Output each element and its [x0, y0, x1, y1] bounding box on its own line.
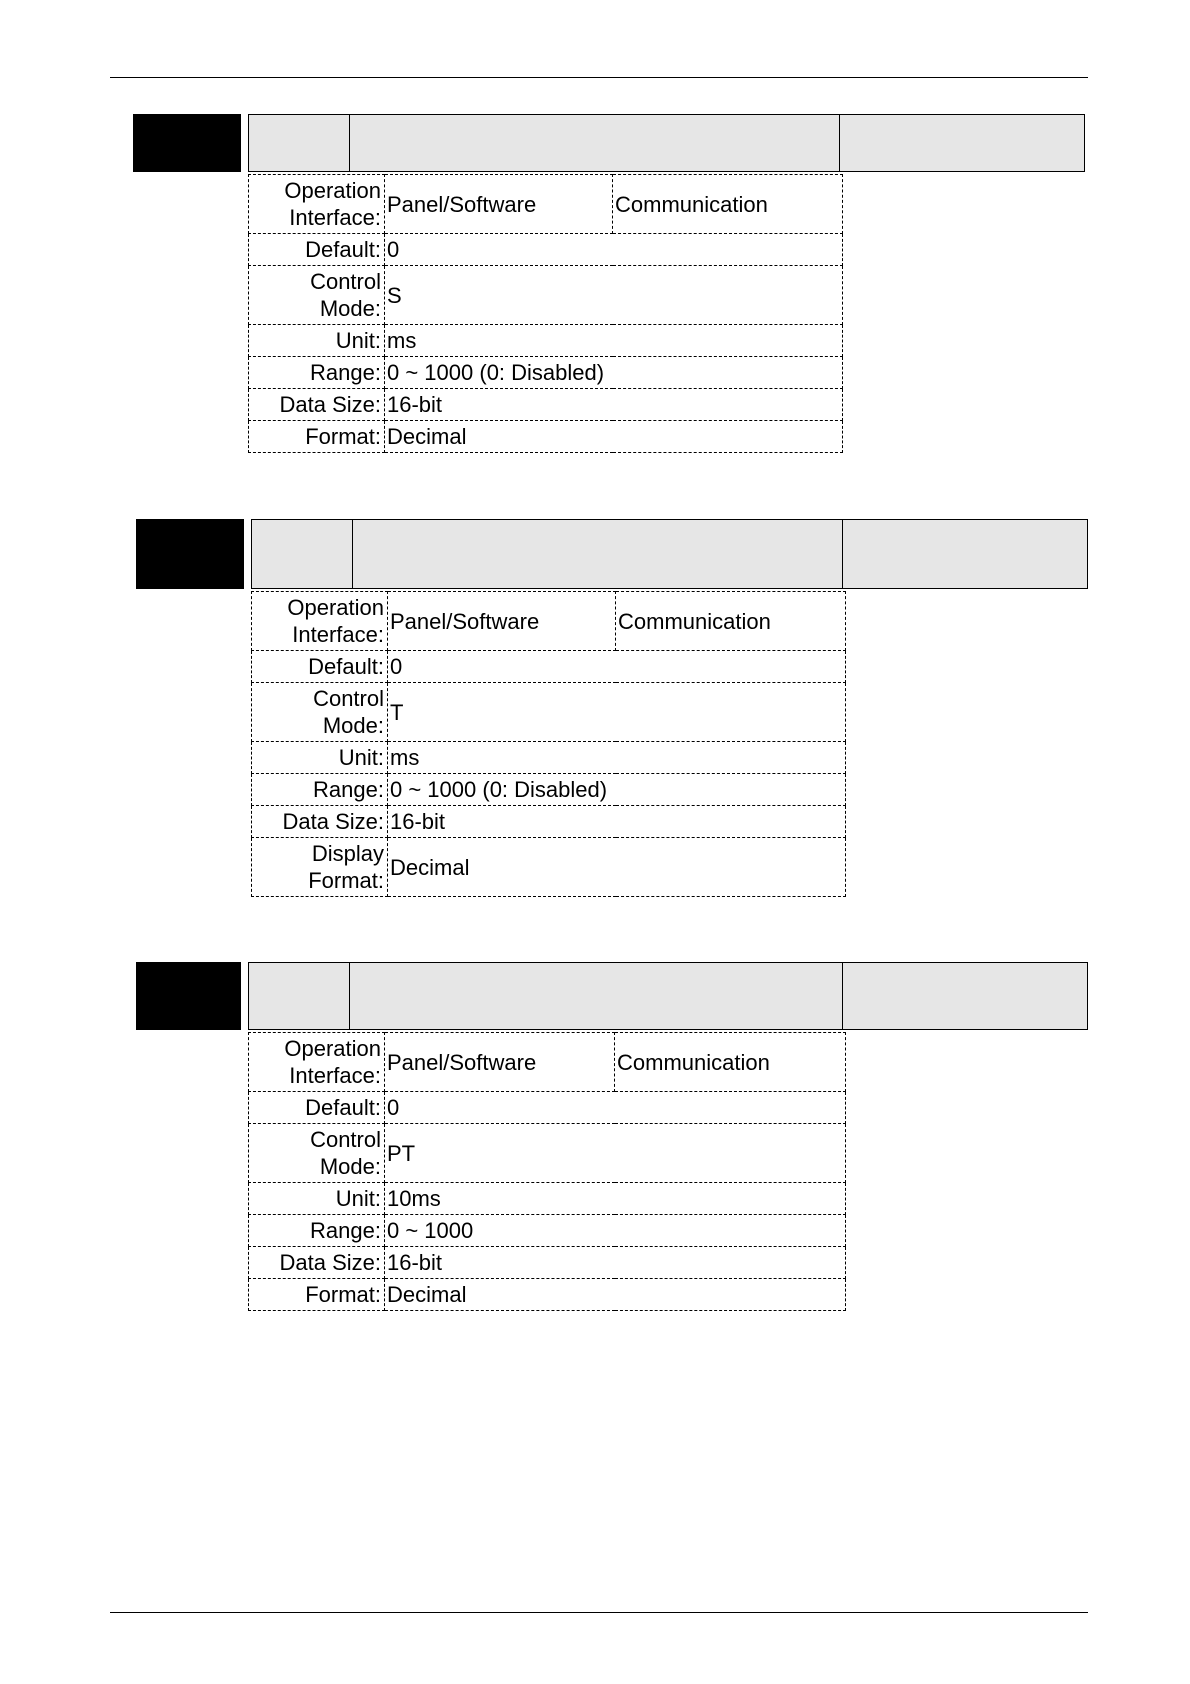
unit-value: ms: [388, 742, 846, 774]
data-size-value: 16-bit: [385, 1247, 846, 1279]
control-mode-value: S: [385, 266, 843, 325]
data-size-label: Data Size:: [249, 389, 385, 421]
data-size-label: Data Size:: [252, 806, 388, 838]
default-label: Default:: [252, 651, 388, 683]
default-label: Default:: [249, 1092, 385, 1124]
unit-value: 10ms: [385, 1183, 846, 1215]
range-value: 0 ~ 1000: [385, 1215, 846, 1247]
format-label: Format:: [249, 421, 385, 453]
communication-value: Communication: [616, 592, 846, 651]
format-value: Decimal: [388, 838, 846, 897]
unit-label: Unit:: [252, 742, 388, 774]
panel-software-value: Panel/Software: [385, 1033, 615, 1092]
parameter-header: [251, 519, 1088, 589]
communication-value: Communication: [613, 175, 843, 234]
control-mode-value: PT: [385, 1124, 846, 1183]
unit-label: Unit:: [249, 325, 385, 357]
top-rule: [110, 77, 1088, 78]
bottom-rule: [110, 1612, 1088, 1613]
range-label: Range:: [252, 774, 388, 806]
operation-interface-label: Operation Interface:: [249, 175, 385, 234]
range-value: 0 ~ 1000 (0: Disabled): [388, 774, 846, 806]
default-label: Default:: [249, 234, 385, 266]
data-size-value: 16-bit: [388, 806, 846, 838]
operation-interface-label: Operation Interface:: [249, 1033, 385, 1092]
unit-label: Unit:: [249, 1183, 385, 1215]
parameter-table: [251, 591, 846, 897]
parameter-header: [248, 114, 1085, 172]
parameter-header: [248, 962, 1088, 1030]
operation-interface-label: Operation Interface:: [252, 592, 388, 651]
default-value: 0: [388, 651, 846, 683]
format-value: Decimal: [385, 1279, 846, 1311]
control-mode-label: Control Mode:: [249, 1124, 385, 1183]
parameter-code-block: [136, 962, 241, 1030]
control-mode-value: T: [388, 683, 846, 742]
parameter-table: [248, 174, 843, 453]
parameter-table: [248, 1032, 846, 1311]
parameter-code-block: [136, 519, 244, 589]
panel-software-value: Panel/Software: [388, 592, 616, 651]
panel-software-value: Panel/Software: [385, 175, 613, 234]
unit-value: ms: [385, 325, 843, 357]
display-format-label: Display Format:: [252, 838, 388, 897]
default-value: 0: [385, 234, 843, 266]
range-label: Range:: [249, 1215, 385, 1247]
parameter-code-block: [133, 114, 241, 172]
control-mode-label: Control Mode:: [249, 266, 385, 325]
data-size-label: Data Size:: [249, 1247, 385, 1279]
data-size-value: 16-bit: [385, 389, 843, 421]
range-label: Range:: [249, 357, 385, 389]
range-value: 0 ~ 1000 (0: Disabled): [385, 357, 843, 389]
format-label: Format:: [249, 1279, 385, 1311]
format-value: Decimal: [385, 421, 843, 453]
communication-value: Communication: [615, 1033, 846, 1092]
default-value: 0: [385, 1092, 846, 1124]
control-mode-label: Control Mode:: [252, 683, 388, 742]
